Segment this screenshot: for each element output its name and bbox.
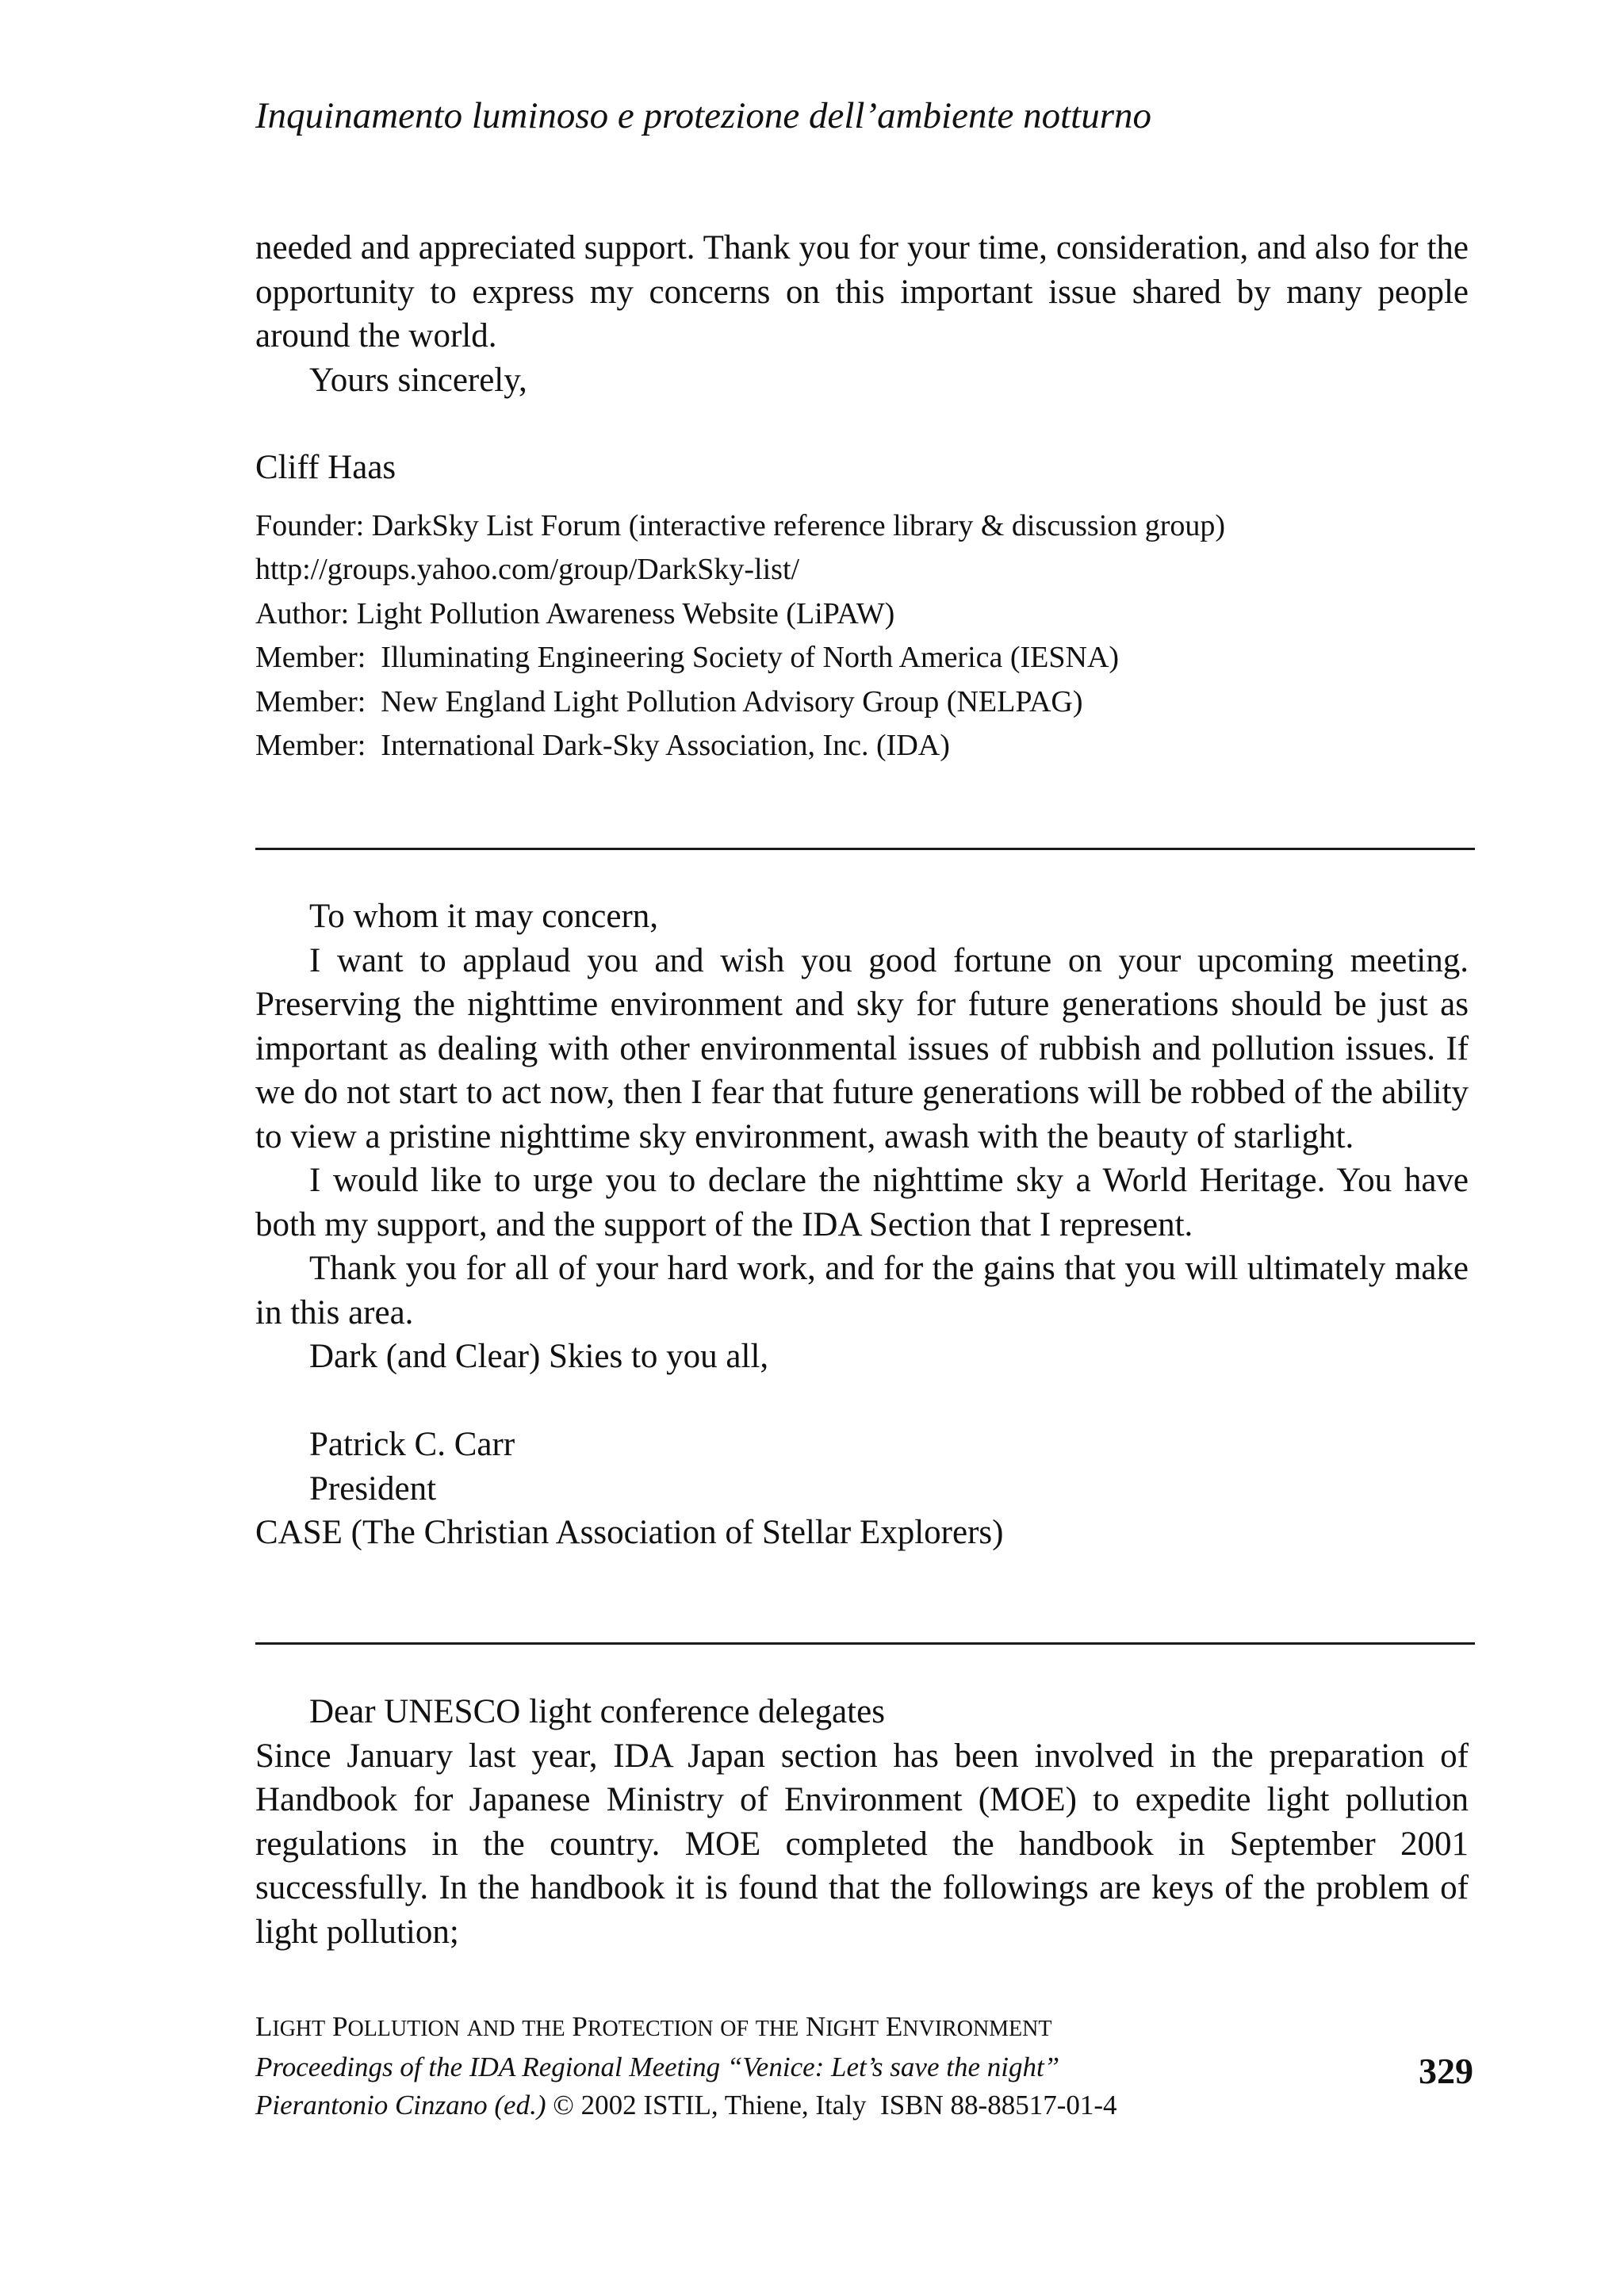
letter-2-paragraph: I want to applaud you and wish you good fortune on your upcoming meeting. Preserving the nighttime environment and sky for future generations should be just as important as dealing with other environmental issues of rubbish and pollution issues. If we do not start to act now, then I fear that future generations will be robbed of the ability to view a pristine nighttime sky environment, awash with the beauty of starlight. <box>255 941 1469 1155</box>
letter-3 <box>255 1690 1469 1954</box>
footer-publication <box>255 2086 1469 2124</box>
letter-2-paragraph: I would like to urge you to declare the nighttime sky a World Heritage. You have both my support, and the support of the IDA Section that I represent. <box>255 1162 1469 1243</box>
affiliation-url: http://groups.yahoo.com/group/DarkSky-list/ <box>255 553 800 586</box>
affiliation-line: Member: Illuminating Engineering Society of North America (IESNA) <box>255 641 1120 674</box>
section-divider <box>255 1642 1475 1645</box>
footer-series-title: LIGHT POLLUTION AND THE PROTECTION OF THE NIGHT ENVIRONMENT <box>255 2011 1052 2042</box>
letter-3-body: Since January last year, IDA Japan section has been involved in the preparation of Handbook for Japanese Ministry of Environment (MOE) to expedite light pollution regulations in the country. MOE completed the handbook in September 2001 successfully. In the handbook it is found that the followings are keys of the problem of light pollution; <box>255 1737 1469 1951</box>
affiliation-line: Author: Light Pollution Awareness Website (LiPAW) <box>255 596 895 630</box>
footer-publisher: © 2002 ISTIL, Thiene, Italy ISBN 88-88517-01-4 <box>546 2090 1117 2121</box>
affiliation-line: Member: New England Light Pollution Advisory Group (NELPAG) <box>255 684 1083 718</box>
affiliation-line: Member: International Dark-Sky Association, Inc. (IDA) <box>255 729 950 762</box>
page-footer <box>255 2008 1469 2124</box>
page <box>255 0 1473 2291</box>
letter-2-closing: Dark (and Clear) Skies to you all, <box>309 1338 769 1375</box>
letter-1-signature: Cliff Haas <box>255 449 396 486</box>
letter-2 <box>255 895 1469 1555</box>
footer-proceedings: Proceedings of the IDA Regional Meeting “Venice: Let’s save the night” <box>255 2052 1060 2082</box>
affiliation-list <box>255 504 1469 768</box>
letter-2-signature-title: President <box>309 1469 437 1508</box>
letter-3-salutation: Dear UNESCO light conference delegates <box>309 1693 885 1730</box>
footer-editor: Pierantonio Cinzano (ed.) <box>255 2090 546 2121</box>
letter-2-paragraph: Thank you for all of your hard work, and for the gains that you will ultimately make in this area. <box>255 1250 1469 1331</box>
letter-1-body: needed and appreciated support. Thank you for your time, consideration, and also for the opportunity to express my concerns on this important issue shared by many people around the world. <box>255 229 1469 354</box>
letter-2-signature-name: Patrick C. Carr <box>309 1426 515 1463</box>
letter-1 <box>255 226 1469 768</box>
running-head: Inquinamento luminoso e protezione dell’ambiente notturno <box>255 95 1152 136</box>
page-number: 329 <box>1419 2051 1473 2091</box>
letter-2-salutation: To whom it may concern, <box>309 898 659 935</box>
letter-1-closing: Yours sincerely, <box>309 361 527 399</box>
affiliation-line: Founder: DarkSky List Forum (interactive reference library & discussion group) <box>255 508 1226 542</box>
letter-2-organization: CASE (The Christian Association of Stellar Explorers) <box>255 1514 1004 1551</box>
section-divider <box>255 848 1475 850</box>
